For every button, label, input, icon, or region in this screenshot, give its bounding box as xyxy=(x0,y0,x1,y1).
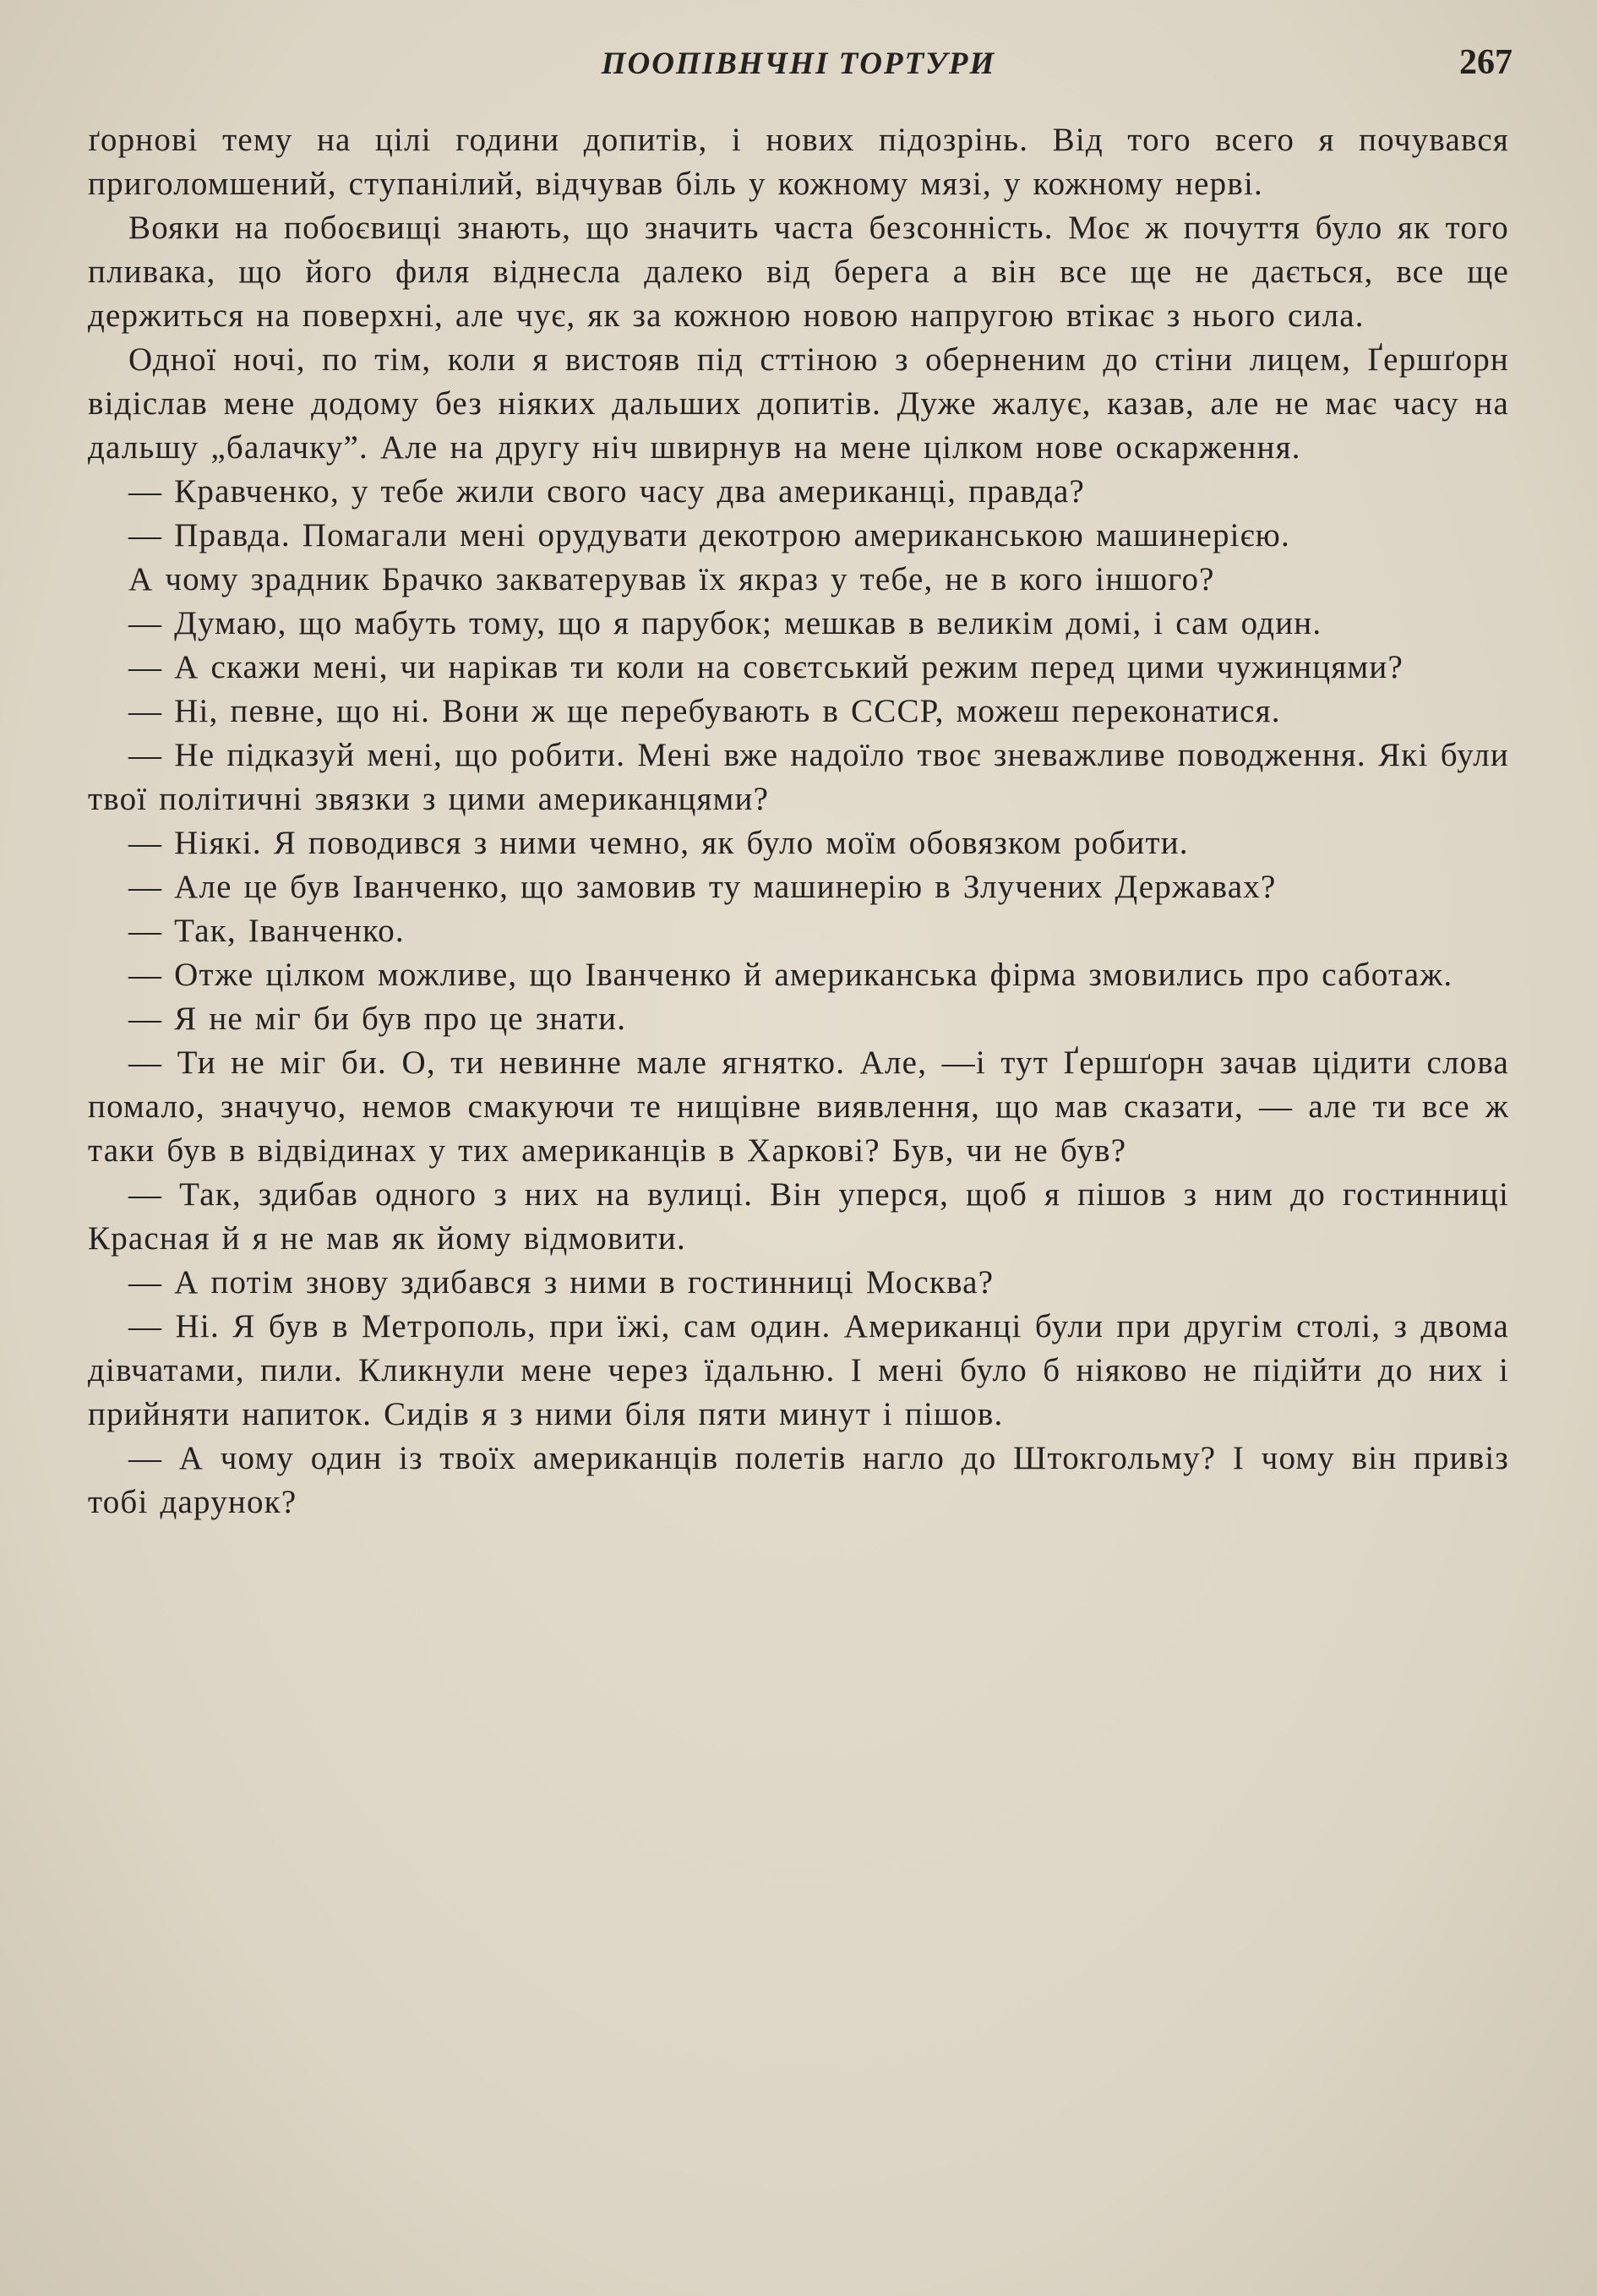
page-number: 267 xyxy=(1459,43,1513,82)
dialogue-line: — Ні. Я був в Метрополь, при їжі, сам один. Американці були при другім столі, з двома дівчатами, пили. Кликнули мене через їдальню. І мені було б ніяково не підійти до них і прийняти напиток. Сидів я з ними біля пяти минут і пішов. xyxy=(88,1308,1509,1432)
dialogue-line: — Я не міг би був про це знати. xyxy=(128,1001,627,1037)
paragraph: ґорнові тему на цілі години допитів, і нових підозрінь. Від того всего я почувався приголомшений, ступанілий, відчував біль у кожному мязі, у кожному нерві. xyxy=(88,122,1509,202)
dialogue-line: — А чому один із твоїх американців полетів нагло до Штокгольму? І чому він привіз тобі дарунок? xyxy=(88,1440,1509,1520)
dialogue-line: — Але це був Іванченко, що замовив ту машинерію в Злучених Державах? xyxy=(128,869,1277,905)
dialogue-line: — Правда. Помагали мені орудувати декотрою американською машинерією. xyxy=(128,517,1290,554)
dialogue-line: — Так, Іванченко. xyxy=(128,913,405,949)
dialogue-line: А чому зрадник Брачко закватерував їх якраз у тебе, не в кого іншого? xyxy=(128,561,1215,597)
dialogue-line: — Ніякі. Я поводився з ними чемно, як було моїм обовязком робити. xyxy=(128,825,1189,861)
dialogue-line: — Отже цілком можливе, що Іванченко й американська фірма змовились про саботаж. xyxy=(128,957,1453,993)
dialogue-line: — А потім знову здибався з ними в гостинниці Москва? xyxy=(128,1264,995,1301)
paragraph: Одної ночі, по тім, коли я вистояв під сттіною з оберненим до стіни лицем, Ґершґорн відіслав мене додому без ніяких дальших допитів. Дуже жалує, казав, але не має часу на дальшу „балачку”. Але на другу ніч швирнув на мене цілком нове оскарження. xyxy=(88,341,1509,466)
paragraph: Вояки на побоєвищі знають, що значить часта безсонність. Моє ж почуття було як того пливака, що його филя віднесла далеко від берега а він все ще не дається, все ще держиться на поверхні, але чує, як за кожною новою напругою втікає з нього сила. xyxy=(88,210,1509,334)
dialogue-line: — Не підказуй мені, що робити. Мені вже надоїло твоє зневажливе поводження. Які були твої політичні звязки з цими американцями? xyxy=(88,737,1509,817)
dialogue-line: — Ти не міг би. О, ти невинне мале ягнятко. Але, —і тут Ґершґорн зачав цідити слова помало, значучо, немов смакуючи те нищівне виявлення, що мав сказати, — але ти все ж таки був в відвідинах у тих американців в Харкові? Був, чи не був? xyxy=(88,1044,1509,1169)
dialogue-line: — Кравченко, у тебе жили свого часу два американці, правда? xyxy=(128,473,1085,510)
running-title: ПООПІВНЧНІ ТОРТУРИ xyxy=(601,46,996,81)
page-header xyxy=(84,42,1513,93)
dialogue-line: — Думаю, що мабуть тому, що я парубок; мешкав в великім домі, і сам один. xyxy=(128,605,1322,641)
dialogue-line: — Так, здибав одного з них на вулиці. Він уперся, щоб я пішов з ним до гостинниці Красная й я не мав як йому відмовити. xyxy=(88,1176,1509,1257)
page-body xyxy=(88,118,1509,1524)
dialogue-line: — А скажи мені, чи нарікав ти коли на совєтський режим перед цими чужинцями? xyxy=(128,649,1404,685)
dialogue-line: — Ні, певне, що ні. Вони ж ще перебувають в СССР, можеш переконатися. xyxy=(128,693,1281,729)
